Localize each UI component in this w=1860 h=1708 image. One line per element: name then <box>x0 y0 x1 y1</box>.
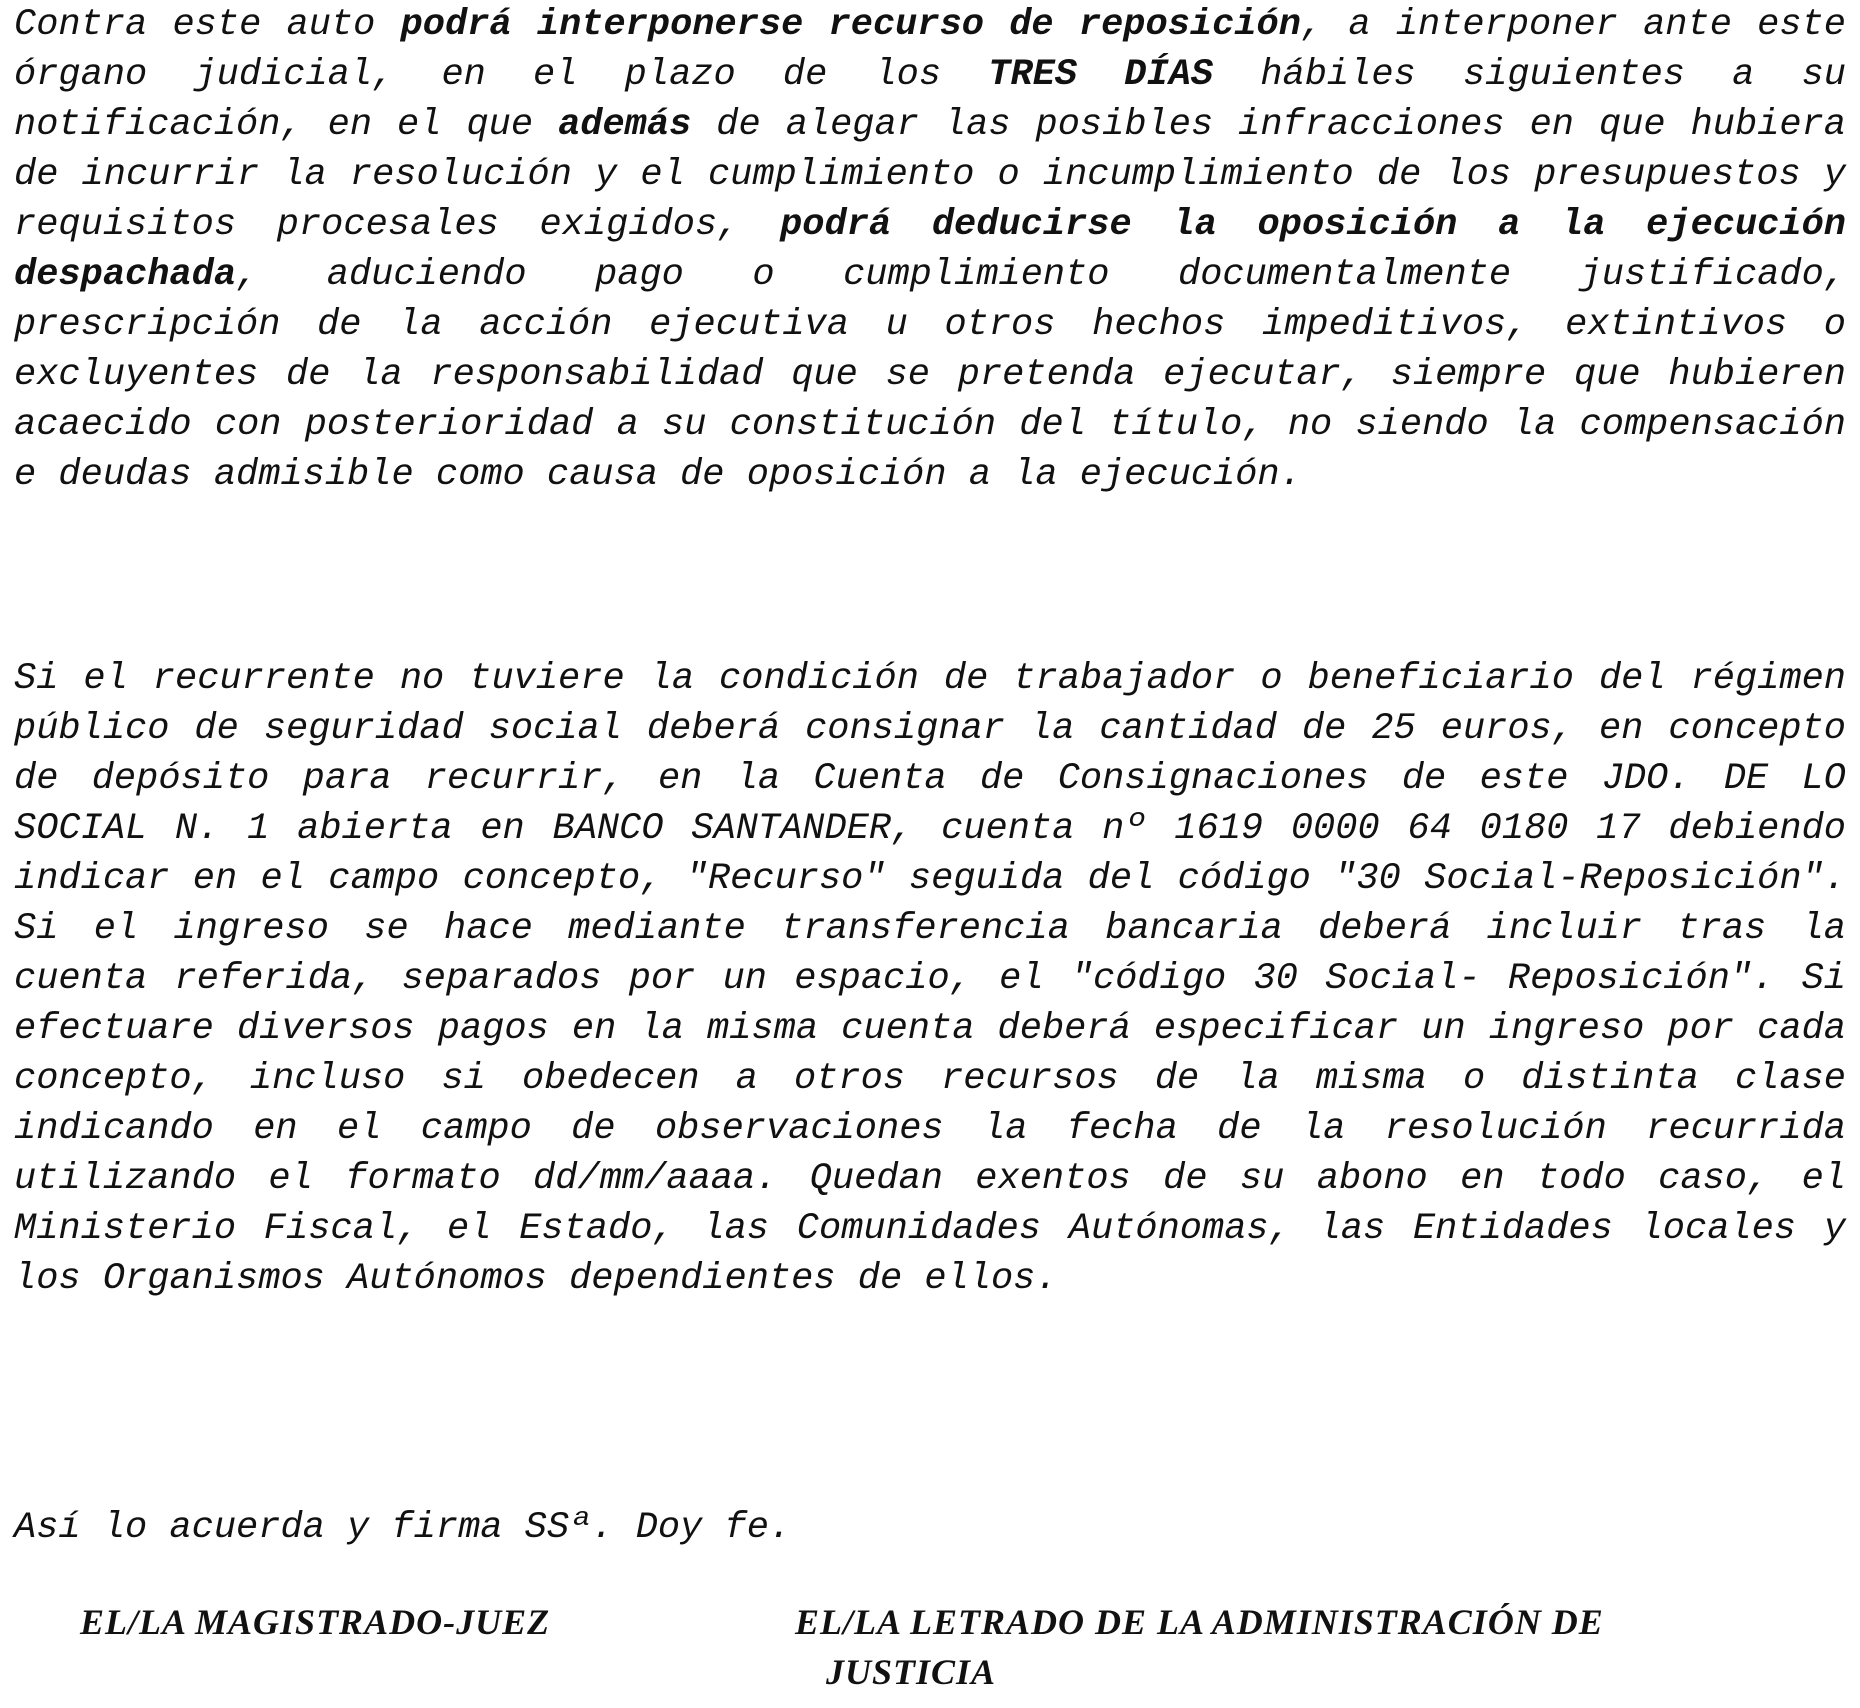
paragraph-text: hábiles siguientes a su notificación, en el que <box>14 54 1846 146</box>
bold-text: podrá deducirse la oposición a la ejecución despachada <box>14 204 1846 296</box>
signature-judge: EL/LA MAGISTRADO-JUEZ <box>80 1602 551 1642</box>
bold-text: además <box>558 104 692 146</box>
bold-text: podrá interponerse recurso de reposición <box>400 4 1301 46</box>
closing-paragraph: Así lo acuerda y firma SSª. Doy fe. <box>14 1507 792 1549</box>
signature-clerk-line2: JUSTICIA <box>826 1652 997 1692</box>
signature-clerk-line1: EL/LA LETRADO DE LA ADMINISTRACIÓN DE <box>795 1602 1604 1642</box>
deposit-paragraph: Si el recurrente no tuviere la condición de trabajador o beneficiario del régimen público de seguridad social deberá consignar la cantidad de 25 euros, en concepto de depósito para recurrir, en la Cuenta de Consignaciones de este JDO. DE LO SOCIAL N. 1 abierta en BANCO SANTANDER, cuenta nº 1619 0000 64 0180 17 debiendo indicar en el campo concepto, "Recurso" seguida del código "30 Social-Reposición". Si el ingreso se hace mediante transferencia bancaria deberá incluir tras la cuenta referida, separados por un espacio, el "código 30 Social- Reposición". Si efectuare diversos pagos en la misma cuenta deberá especificar un ingreso por cada concepto, incluso si obedecen a otros recursos de la misma o distinta clase indicando en el campo de observaciones la fecha de la resolución recurrida utilizando el formato dd/mm/aaaa. Quedan exentos de su abono en todo caso, el Ministerio Fiscal, el Estado, las Comunidades Autónomas, las Entidades locales y los Organismos Autónomos dependientes de ellos. <box>14 658 1846 1300</box>
paragraph-text: de alegar las posibles infracciones en que hubiera de incurrir la resolución y el cumplimiento o incumplimiento de los presupuestos y requisitos procesales exigidos, <box>14 104 1847 246</box>
paragraph-text: , aduciendo pago o cumplimiento documentalmente justificado, prescripción de la acción ejecutiva u otros hechos impeditivos, extintivos o excluyentes de la responsabilidad que se pretenda ejecutar, siempre que hubieren acaecido con posterioridad a su constitución del título, no siendo la compensación e deudas admisible como causa de oposición a la ejecución. <box>14 254 1846 496</box>
paragraph-text: , a interponer ante este órgano judicial, en el plazo de los <box>14 4 1846 96</box>
appeal-paragraph <box>14 0 1846 500</box>
bold-text: TRES DÍAS <box>988 54 1214 96</box>
paragraph-text: Contra este auto <box>14 4 401 46</box>
